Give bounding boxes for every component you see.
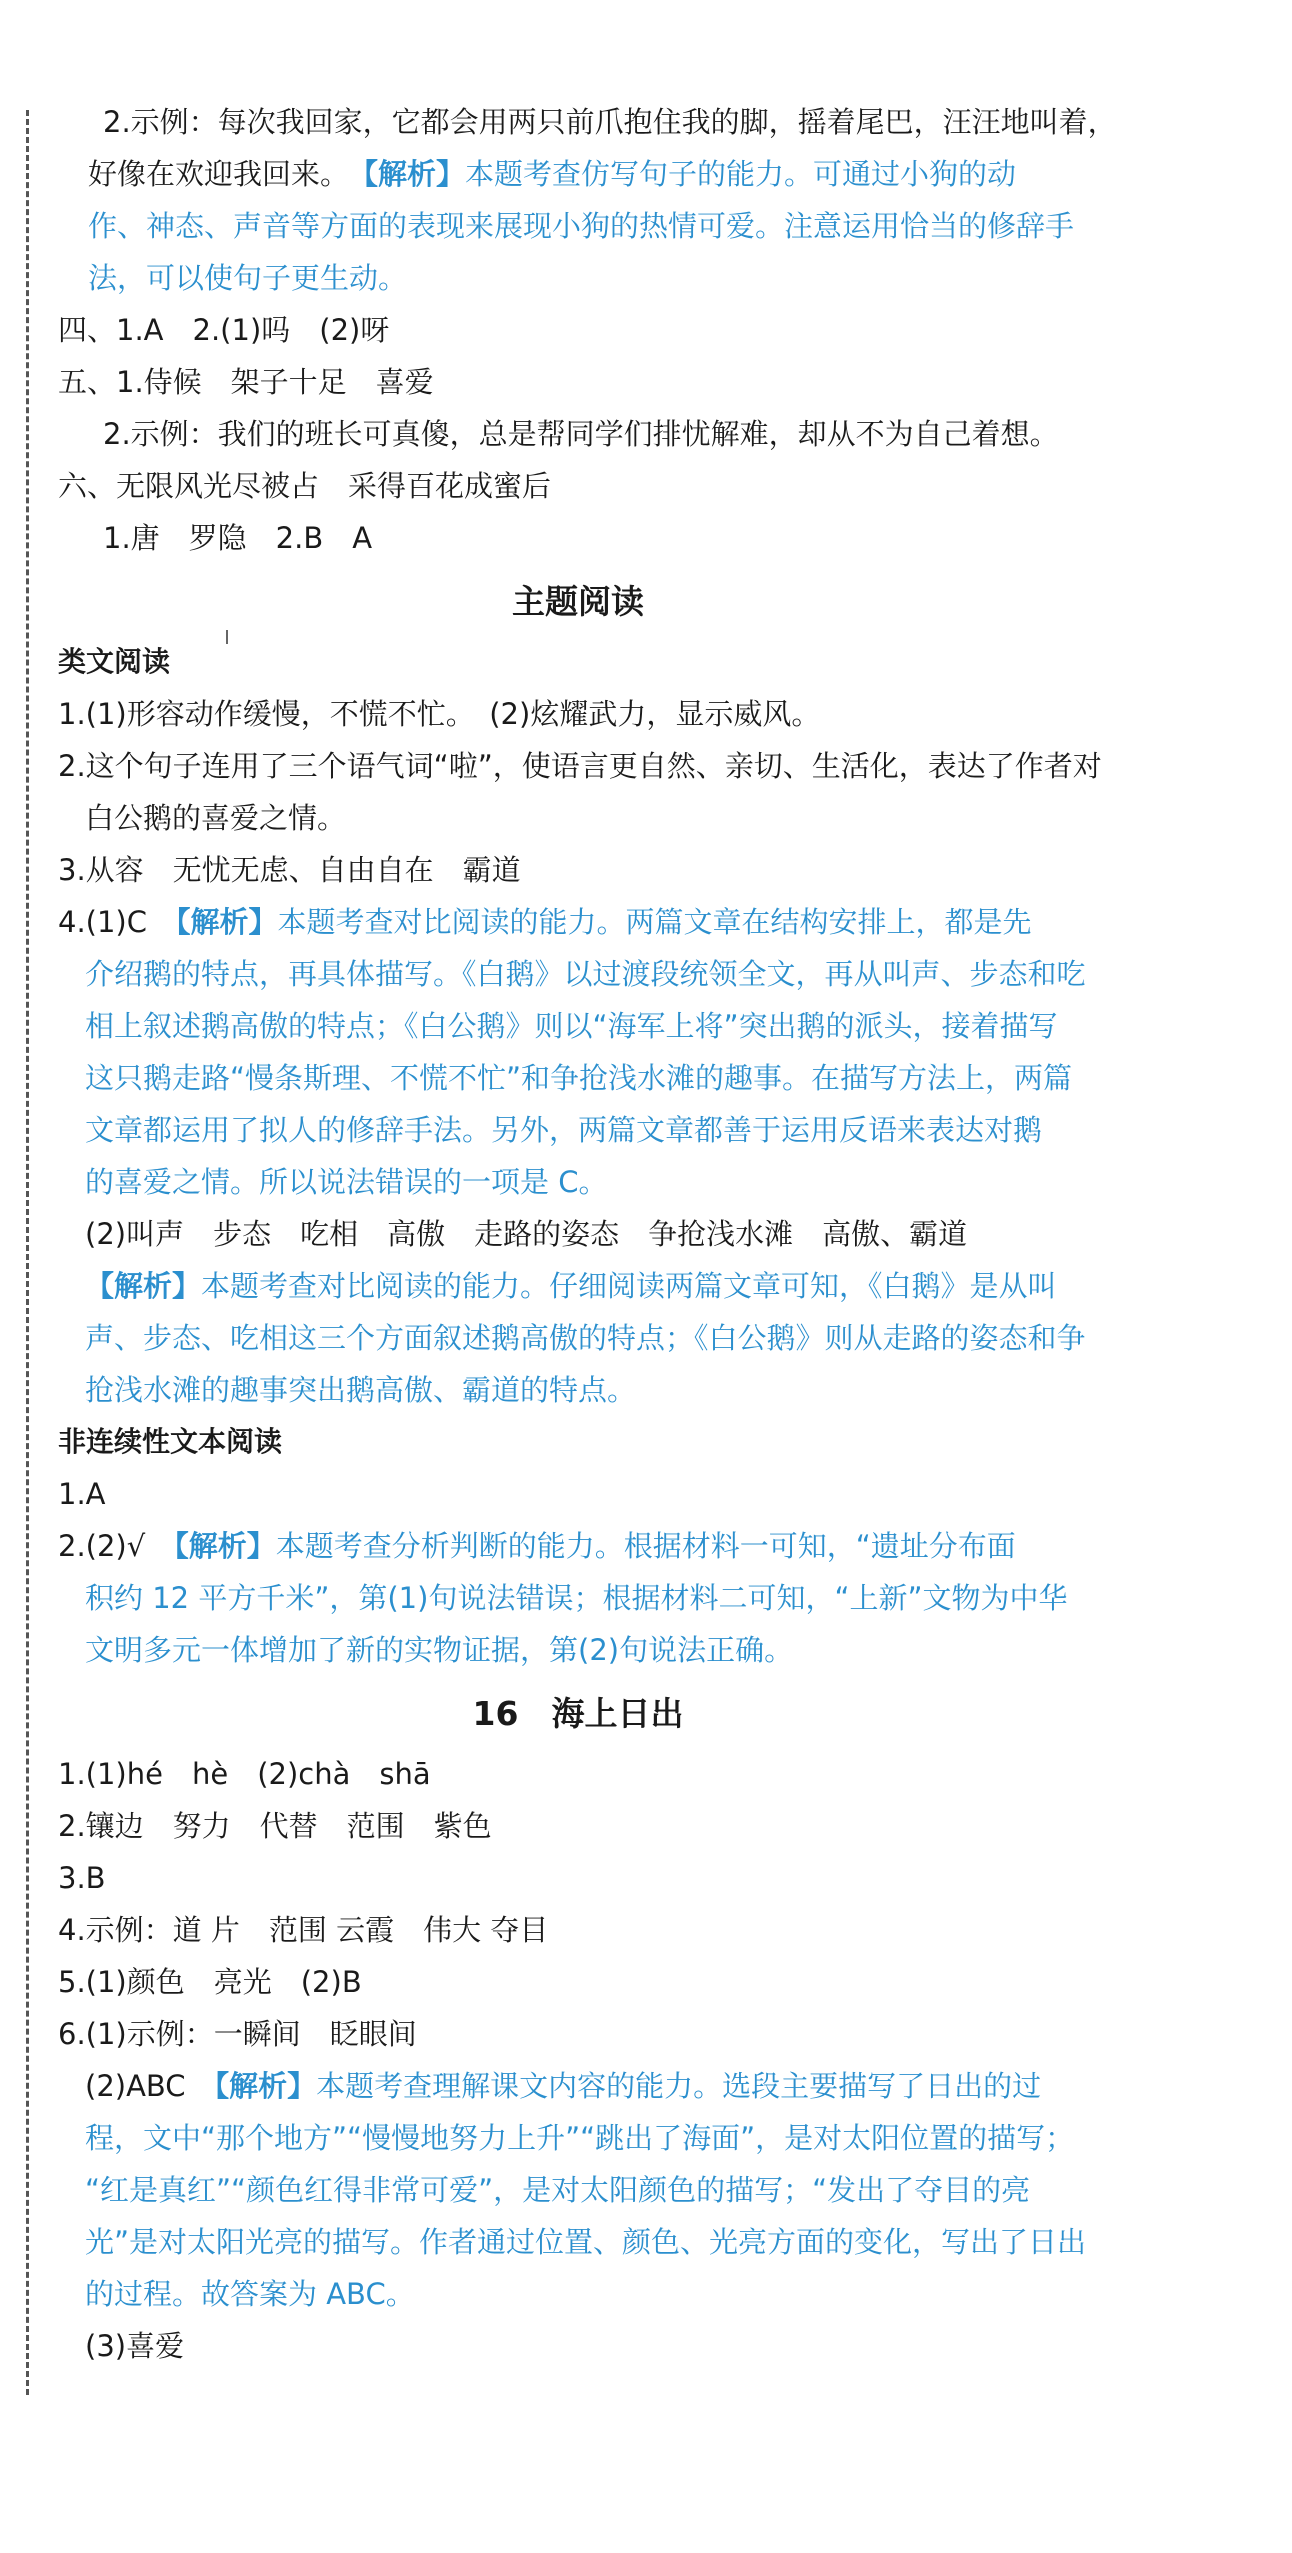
answer-line: 2.示例：我们的班长可真傻，总是帮同学们排忧解难，却从不为自己着想。: [103, 417, 1059, 451]
analysis-line: 的过程。故答案为 ABC。: [85, 2277, 415, 2311]
analysis-tag: 【解析】: [176, 905, 278, 939]
answer-text: 2.(2)√: [58, 1529, 146, 1563]
analysis-line: [58, 1260, 1098, 1312]
answer-line: 3.B: [58, 1861, 106, 1895]
answer-line: [58, 148, 1098, 200]
answer-text: 4.(1)C: [58, 905, 147, 939]
binding-dashed-line: [26, 110, 29, 2395]
analysis-line: 抢浅水滩的趣事突出鹅高傲、霸道的特点。: [85, 1373, 637, 1407]
analysis-line: 这只鹅走路“慢条斯理、不慌不忙”和争抢浅水滩的趣事。在描写方法上，两篇: [85, 1061, 1073, 1095]
answer-line: [58, 2060, 1098, 2112]
answer-line: 1.唐 罗隐 2.B A: [103, 521, 373, 555]
answer-text: 好像在欢迎我回来。: [88, 157, 335, 191]
analysis-line: 介绍鹅的特点，再具体描写。《白鹅》以过渡段统领全文，再从叫声、步态和吃: [85, 957, 1086, 991]
analysis-text: 本题考查对比阅读的能力。仔细阅读两篇文章可知，《白鹅》是从叫: [201, 1269, 1057, 1303]
analysis-line: 光”是对太阳光亮的描写。作者通过位置、颜色、光亮方面的变化，写出了日出: [85, 2225, 1087, 2259]
analysis-line: 程，文中“那个地方”“慢慢地努力上升”“跳出了海面”，是对太阳位置的描写；: [85, 2121, 1075, 2155]
answer-line: 2.示例：每次我回家，它都会用两只前爪抱住我的脚，摇着尾巴，汪汪地叫着，: [103, 105, 1117, 139]
analysis-text: 本题考查仿写句子的能力。可通过小狗的动: [465, 157, 1017, 191]
section-six: 六、无限风光尽被占 采得百花成蜜后: [58, 469, 552, 503]
answer-line: 3.从容 无忧无虑、自由自在 霸道: [58, 853, 521, 887]
analysis-tag: 【解析】: [174, 1529, 276, 1563]
answer-line: [58, 896, 1098, 948]
analysis-line: 的喜爱之情。所以说法错误的一项是 C。: [85, 1165, 608, 1199]
answer-line: 2.镶边 努力 代替 范围 紫色: [58, 1809, 492, 1843]
section-title: 主题阅读: [512, 582, 644, 621]
answer-line: 白公鹅的喜爱之情。: [85, 801, 347, 835]
analysis-line: 声、步态、吃相这三个方面叙述鹅高傲的特点；《白公鹅》则从走路的姿态和争: [85, 1321, 1086, 1355]
answer-line: 4.示例：道 片 范围 云霞 伟大 夺目: [58, 1913, 549, 1947]
section-five: 五、1.侍候 架子十足 喜爱: [58, 365, 434, 399]
analysis-text: 本题考查对比阅读的能力。两篇文章在结构安排上，都是先: [277, 905, 1032, 939]
answer-line: [58, 1520, 1098, 1572]
answer-line: 5.(1)颜色 亮光 (2)B: [58, 1965, 362, 1999]
answer-line: (2)叫声 步态 吃相 高傲 走路的姿态 争抢浅水滩 高傲、霸道: [85, 1217, 968, 1251]
analysis-line: 相上叙述鹅高傲的特点；《白公鹅》则以“海军上将”突出鹅的派头，接着描写: [85, 1009, 1058, 1043]
answer-line: 1.(1)hé hè (2)chà shā: [58, 1757, 431, 1791]
analysis-tag: 【解析】: [85, 1269, 202, 1303]
subsection-title: 类文阅读: [58, 645, 171, 678]
answer-line: 6.(1)示例：一瞬间 眨眼间: [58, 2017, 417, 2051]
analysis-text: 本题考查分析判断的能力。根据材料一可知，“遗址分布面: [275, 1529, 1016, 1563]
lesson-title: 16 海上日出: [472, 1694, 684, 1733]
answer-line: 1.A: [58, 1477, 106, 1511]
answer-line: (3)喜爱: [85, 2329, 185, 2363]
analysis-tag: 【解析】: [214, 2069, 317, 2103]
analysis-tag: 【解析】: [363, 157, 466, 191]
analysis-text: 本题考查理解课文内容的能力。选段主要描写了日出的过: [316, 2069, 1042, 2103]
answer-line: 1.(1)形容动作缓慢，不慌不忙。 (2)炫耀武力，显示威风。: [58, 697, 821, 731]
analysis-line: “红是真红”“颜色红得非常可爱”，是对太阳颜色的描写；“发出了夺目的亮: [85, 2173, 1031, 2207]
subsection-title: 非连续性文本阅读: [58, 1425, 283, 1458]
analysis-line: 作、神态、声音等方面的表现来展现小狗的热情可爱。注意运用恰当的修辞手: [88, 209, 1075, 243]
analysis-line: 法，可以使句子更生动。: [88, 261, 408, 295]
answer-line: 2.这个句子连用了三个语气词“啦”，使语言更自然、亲切、生活化，表达了作者对: [58, 749, 1102, 783]
analysis-line: 文章都运用了拟人的修辞手法。另外，两篇文章都善于运用反语来表达对鹅: [85, 1113, 1043, 1147]
section-four: 四、1.A 2.(1)吗 (2)呀: [58, 313, 390, 347]
answer-page: [58, 96, 1117, 2372]
answer-text: (2)ABC: [85, 2069, 186, 2103]
analysis-line: 积约 12 平方千米”，第(1)句说法错误；根据材料二可知，“上新”文物为中华: [85, 1581, 1068, 1615]
analysis-line: 文明多元一体增加了新的实物证据，第(2)句说法正确。: [85, 1633, 794, 1667]
